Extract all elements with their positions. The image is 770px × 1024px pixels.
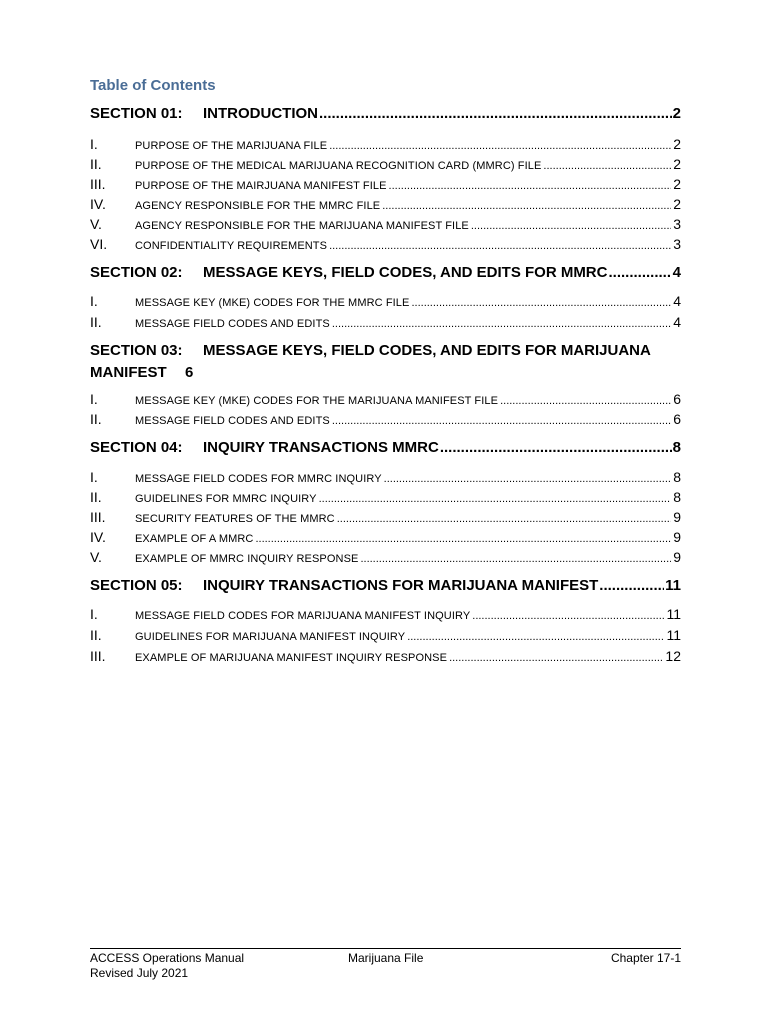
section-title: MESSAGE KEYS, FIELD CODES, AND EDITS FOR MMRC [203, 264, 608, 281]
entry-label: MESSAGE FIELD CODES AND EDITS [135, 318, 330, 330]
footer-divider [90, 948, 681, 949]
entry-label: CONFIDENTIALITY REQUIREMENTS [135, 240, 328, 252]
toc-section-01[interactable] [90, 105, 681, 122]
entry-numeral: VI. [90, 236, 108, 252]
dot-leader [332, 415, 671, 427]
entry-label: AGENCY RESPONSIBLE FOR THE MARIJUANA MANIFEST FILE [135, 220, 469, 232]
section-title-continued: MANIFEST [90, 364, 167, 381]
entry-numeral: III. [90, 509, 106, 525]
dot-leader [440, 439, 672, 456]
footer-manual-title: ACCESS Operations Manual [90, 951, 245, 965]
entry-page: 2 [673, 176, 681, 192]
toc-heading: Table of Contents [90, 77, 216, 94]
section-title: INQUIRY TRANSACTIONS MMRC [203, 439, 439, 456]
toc-entry[interactable] [90, 196, 681, 212]
entry-numeral: IV. [90, 529, 106, 545]
entry-numeral: II. [90, 314, 102, 330]
section-page: 6 [185, 364, 194, 381]
entry-page: 6 [673, 391, 681, 407]
toc-section-04[interactable] [90, 439, 681, 456]
entry-page: 8 [673, 489, 681, 505]
entry-page: 4 [673, 314, 681, 330]
toc-entry[interactable] [90, 509, 681, 525]
dot-leader [599, 577, 664, 594]
footer-chapter: Chapter 17-1 [610, 951, 681, 965]
footer-file-name: Marijuana File [348, 951, 424, 965]
footer-manual-info [90, 951, 244, 981]
entry-label: PURPOSE OF THE MARIJUANA FILE [135, 140, 328, 152]
dot-leader [319, 105, 672, 122]
entry-label: MESSAGE FIELD CODES FOR MMRC INQUIRY [135, 473, 382, 485]
entry-label: MESSAGE KEY (MKE) CODES FOR THE MMRC FILE [135, 297, 410, 309]
section-page: 2 [672, 105, 681, 122]
entry-numeral: II. [90, 156, 102, 172]
section-number: SECTION 04: [90, 439, 183, 456]
section-number: SECTION 03: [90, 342, 183, 359]
entry-numeral: I. [90, 606, 98, 622]
dot-leader [360, 553, 671, 565]
entry-page: 2 [673, 156, 681, 172]
section-title: INQUIRY TRANSACTIONS FOR MARIJUANA MANIFEST [203, 577, 599, 594]
dot-leader [407, 631, 664, 643]
toc-section-03[interactable] [90, 340, 681, 384]
section-page: 4 [672, 264, 681, 281]
entry-numeral: II. [90, 627, 102, 643]
dot-leader [329, 240, 671, 252]
entry-page: 11 [666, 627, 681, 643]
dot-leader [382, 200, 671, 212]
footer-revision-date: Revised July 2021 [90, 966, 189, 980]
entry-page: 6 [673, 411, 681, 427]
entry-numeral: II. [90, 411, 102, 427]
entry-label: GUIDELINES FOR MARIJUANA MANIFEST INQUIRY [135, 631, 406, 643]
section-page: 11 [665, 577, 681, 594]
dot-leader [449, 652, 663, 664]
section-title: MESSAGE KEYS, FIELD CODES, AND EDITS FOR MARIJUANA [203, 342, 651, 359]
dot-leader [472, 610, 664, 622]
toc-entry[interactable] [90, 156, 681, 172]
toc-entry[interactable] [90, 216, 681, 232]
entry-page: 11 [666, 606, 681, 622]
section-page: 8 [672, 439, 681, 456]
dot-leader [543, 160, 671, 172]
dot-leader [471, 220, 671, 232]
toc-entry[interactable] [90, 391, 681, 407]
entry-label: PURPOSE OF THE MAIRJUANA MANIFEST FILE [135, 180, 387, 192]
entry-page: 2 [673, 196, 681, 212]
section-number: SECTION 01: [90, 105, 183, 122]
toc-entry[interactable] [90, 136, 681, 152]
toc-entry[interactable] [90, 469, 681, 485]
toc-entry[interactable] [90, 293, 681, 309]
entry-numeral: II. [90, 489, 102, 505]
dot-leader [608, 264, 671, 281]
toc-entry[interactable] [90, 314, 681, 330]
entry-label: MESSAGE FIELD CODES AND EDITS [135, 415, 330, 427]
entry-numeral: I. [90, 136, 98, 152]
entry-label: PURPOSE OF THE MEDICAL MARIJUANA RECOGNITION CARD (MMRC) FILE [135, 160, 542, 172]
entry-page: 9 [673, 509, 681, 525]
entry-numeral: V. [90, 549, 102, 565]
entry-page: 9 [673, 549, 681, 565]
dot-leader [319, 493, 672, 505]
entry-page: 3 [673, 236, 681, 252]
dot-leader [255, 533, 671, 545]
entry-numeral: IV. [90, 196, 106, 212]
toc-entry[interactable] [90, 411, 681, 427]
dot-leader [332, 318, 671, 330]
entry-label: GUIDELINES FOR MMRC INQUIRY [135, 493, 317, 505]
toc-entry[interactable] [90, 627, 681, 643]
entry-numeral: I. [90, 391, 98, 407]
toc-entry[interactable] [90, 648, 681, 664]
entry-page: 3 [673, 216, 681, 232]
entry-numeral: V. [90, 216, 102, 232]
entry-label: MESSAGE KEY (MKE) CODES FOR THE MARIJUANA MANIFEST FILE [135, 395, 499, 407]
section-number: SECTION 05: [90, 577, 183, 594]
toc-entry[interactable] [90, 549, 681, 565]
entry-numeral: III. [90, 648, 106, 664]
dot-leader [411, 297, 671, 309]
dot-leader [329, 140, 671, 152]
toc-entry[interactable] [90, 176, 681, 192]
toc-section-02[interactable] [90, 264, 681, 281]
entry-numeral: I. [90, 469, 98, 485]
toc-entry[interactable] [90, 606, 681, 622]
entry-page: 4 [673, 293, 681, 309]
entry-label: AGENCY RESPONSIBLE FOR THE MMRC FILE [135, 200, 381, 212]
dot-leader [384, 473, 672, 485]
entry-label: EXAMPLE OF A MMRC [135, 533, 254, 545]
toc-entry[interactable] [90, 236, 681, 252]
section-number: SECTION 02: [90, 264, 183, 281]
toc-entry[interactable] [90, 529, 681, 545]
dot-leader [337, 513, 672, 525]
dot-leader [500, 395, 671, 407]
section-title: INTRODUCTION [203, 105, 318, 122]
toc-section-05[interactable] [90, 577, 681, 594]
entry-page: 8 [673, 469, 681, 485]
entry-numeral: I. [90, 293, 98, 309]
entry-page: 9 [673, 529, 681, 545]
dot-leader [389, 180, 672, 192]
entry-label: SECURITY FEATURES OF THE MMRC [135, 513, 335, 525]
entry-label: MESSAGE FIELD CODES FOR MARIJUANA MANIFEST INQUIRY [135, 610, 471, 622]
entry-label: EXAMPLE OF MMRC INQUIRY RESPONSE [135, 553, 359, 565]
entry-label: EXAMPLE OF MARIJUANA MANIFEST INQUIRY RESPONSE [135, 652, 448, 664]
entry-page: 2 [673, 136, 681, 152]
entry-page: 12 [665, 648, 681, 664]
toc-entry[interactable] [90, 489, 681, 505]
entry-numeral: III. [90, 176, 106, 192]
